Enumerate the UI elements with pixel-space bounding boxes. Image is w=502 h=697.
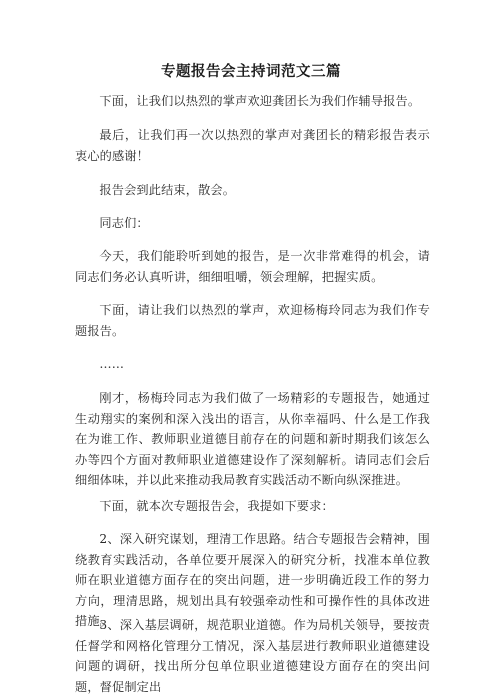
paragraph-8: 刚才，杨梅玲同志为我们做了一场精彩的专题报告，她通过生动翔实的案例和深入浅出的语言，从你幸福吗、什么是工作我在为谁工作、教师职业道德目前存在的问题和新时期我们该怎么办等四个方面对教师职业道德建设作了深刻解析。请同志们会后细细体味，并以此来推动我局教育实践活动不断向纵深推进。 xyxy=(75,391,430,487)
document-title: 专题报告会主持词范文三篇 xyxy=(161,63,341,80)
paragraph-9: 下面，就本次专题报告会，我提如下要求： xyxy=(99,499,334,513)
paragraph-11: 3、深入基层调研，规范职业道德。作为局机关领导，要按责任督学和网格化管理分工情况，深入基层进行教师职业道德建设问题的调研，找出所分包单位职业道德建设方面存在的突出问题，督促制定出 xyxy=(75,618,430,694)
paragraph-5: 今天，我们能聆听到她的报告，是一次非常难得的机会，请同志们务必认真听讲，细细咀嚼，领会理解，把握实质。 xyxy=(75,249,430,284)
paragraph-2: 最后，让我们再一次以热烈的掌声对龚团长的精彩报告表示衷心的感谢！ xyxy=(75,128,430,163)
paragraph-3: 报告会到此结束，散会。 xyxy=(99,183,236,197)
paragraph-1: 下面，让我们以热烈的掌声欢迎龚团长为我们作辅导报告。 xyxy=(99,94,421,108)
paragraph-7: …… xyxy=(99,357,125,371)
paragraph-4: 同志们： xyxy=(99,216,149,230)
paragraph-10: 2、深入研究谋划，理清工作思路。结合专题报告会精神，围绕教育实践活动，各单位要开展深入的研究分析，找准本单位教师在职业道德方面存在的突出问题，进一步明确近段工作的努力方向，理清思路，规划出具有较强牵动性和可操作性的具体改进措施。 xyxy=(75,532,430,628)
paragraph-6: 下面，请让我们以热烈的掌声，欢迎杨梅玲同志为我们作专题报告。 xyxy=(75,303,430,338)
